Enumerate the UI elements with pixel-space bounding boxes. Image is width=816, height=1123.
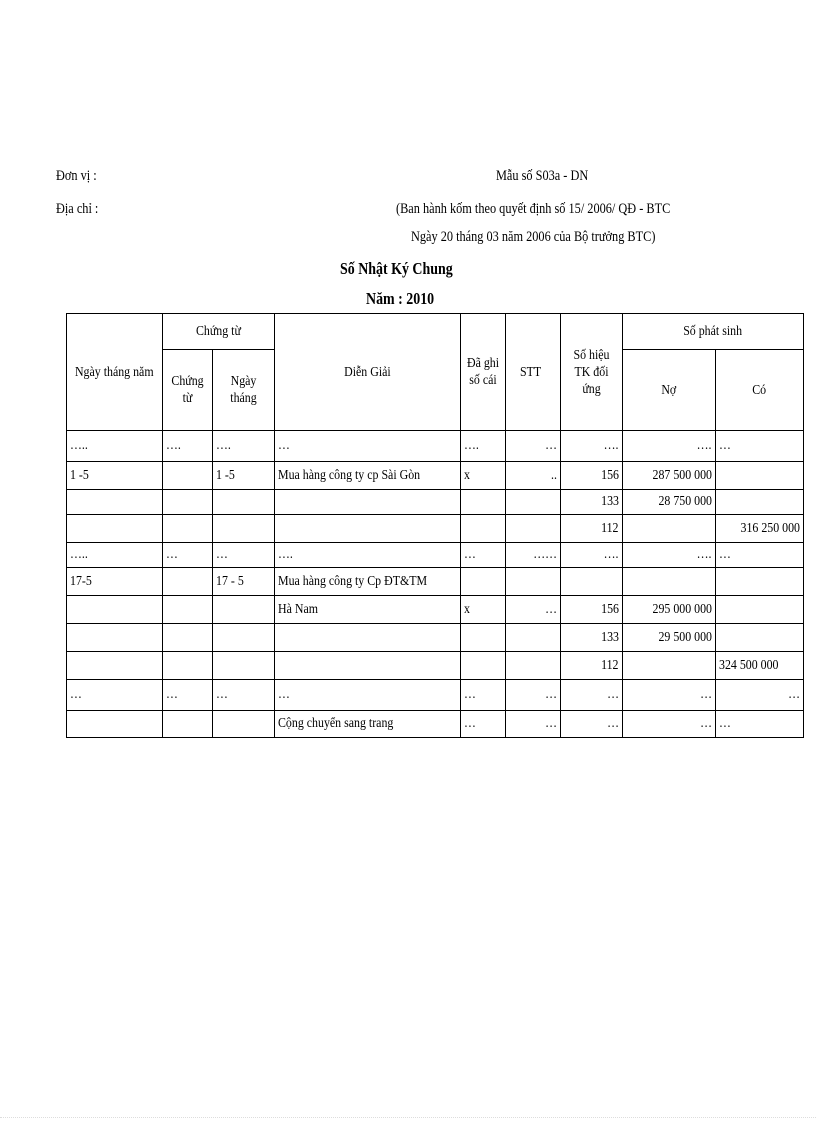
- cell-account: 133: [560, 490, 622, 515]
- cell-debit: [622, 515, 715, 543]
- header-stt: STT: [505, 314, 560, 431]
- cell-voucher-number: [162, 462, 212, 490]
- cell-date: …..: [67, 431, 163, 462]
- cell-date: [67, 652, 163, 680]
- cell-account: 133: [560, 624, 622, 652]
- cell-voucher-date: [212, 711, 274, 738]
- header-description: Diễn Giải: [274, 314, 460, 431]
- cell-debit: 295 000 000: [622, 596, 715, 624]
- header-voucher: Chứng từ: [162, 314, 274, 350]
- cell-description: Mua hàng công ty Cp ĐT&TM: [274, 568, 460, 596]
- table-row: [67, 711, 804, 738]
- cell-voucher-date: [212, 515, 274, 543]
- cell-credit: [715, 462, 803, 490]
- header-voucher-date: Ngày tháng: [212, 350, 274, 431]
- cell-credit: …: [715, 543, 803, 568]
- cell-description: …: [274, 431, 460, 462]
- cell-date: …..: [67, 543, 163, 568]
- table-row: [67, 543, 804, 568]
- cell-date: 1 -5: [67, 462, 163, 490]
- cell-debit: …: [622, 680, 715, 711]
- cell-credit: …: [715, 431, 803, 462]
- cell-stt: [505, 624, 560, 652]
- cell-voucher-number: …: [162, 543, 212, 568]
- form-number: Mẫu số S03a - DN: [496, 168, 589, 184]
- cell-date: [67, 490, 163, 515]
- table-row: [67, 515, 804, 543]
- cell-voucher-date: ….: [212, 431, 274, 462]
- cell-posted: ….: [460, 431, 505, 462]
- cell-posted: [460, 568, 505, 596]
- cell-account: …: [560, 711, 622, 738]
- cell-posted: [460, 490, 505, 515]
- cell-voucher-date: 1 -5: [212, 462, 274, 490]
- cell-voucher-number: [162, 515, 212, 543]
- header-posted: Đã ghi số cái: [460, 314, 505, 431]
- document-title: Số Nhật Ký Chung: [340, 259, 453, 278]
- cell-posted: …: [460, 680, 505, 711]
- cell-date: [67, 515, 163, 543]
- cell-credit: [715, 596, 803, 624]
- cell-voucher-number: …: [162, 680, 212, 711]
- table-row: [67, 624, 804, 652]
- cell-credit: [715, 490, 803, 515]
- table-row: [67, 652, 804, 680]
- cell-debit: ….: [622, 543, 715, 568]
- journal-table: [66, 313, 804, 738]
- cell-description: [274, 490, 460, 515]
- cell-account: 112: [560, 515, 622, 543]
- cell-posted: [460, 624, 505, 652]
- cell-stt: [505, 490, 560, 515]
- cell-credit: [715, 568, 803, 596]
- issuance-note: (Ban hành kốm theo quyết định số 15/ 2006/ QĐ - BTC: [396, 201, 671, 217]
- cell-debit: ….: [622, 431, 715, 462]
- address-label: Địa chỉ :: [56, 201, 99, 217]
- cell-posted: [460, 652, 505, 680]
- cell-voucher-date: [212, 490, 274, 515]
- cell-voucher-number: [162, 596, 212, 624]
- cell-posted: x: [460, 462, 505, 490]
- cell-account: 156: [560, 596, 622, 624]
- cell-voucher-number: [162, 568, 212, 596]
- table-row: [67, 462, 804, 490]
- cell-stt: …: [505, 596, 560, 624]
- cell-posted: x: [460, 596, 505, 624]
- cell-credit: 316 250 000: [715, 515, 803, 543]
- cell-posted: …: [460, 543, 505, 568]
- cell-description: ….: [274, 543, 460, 568]
- page-footer-line: [0, 1117, 816, 1118]
- header-amount: Số phát sinh: [622, 314, 803, 350]
- cell-stt: [505, 515, 560, 543]
- cell-voucher-number: [162, 624, 212, 652]
- cell-voucher-date: [212, 652, 274, 680]
- cell-credit: 324 500 000: [715, 652, 803, 680]
- cell-description: [274, 624, 460, 652]
- cell-date: [67, 624, 163, 652]
- cell-posted: [460, 515, 505, 543]
- cell-debit: 287 500 000: [622, 462, 715, 490]
- cell-account: 156: [560, 462, 622, 490]
- cell-description: Mua hàng công ty cp Sài Gòn: [274, 462, 460, 490]
- cell-stt: …: [505, 711, 560, 738]
- cell-account: 112: [560, 652, 622, 680]
- header-credit: Có: [715, 350, 803, 431]
- cell-description: Hà Nam: [274, 596, 460, 624]
- cell-description: [274, 515, 460, 543]
- cell-stt: ……: [505, 543, 560, 568]
- header-debit: Nợ: [622, 350, 715, 431]
- cell-debit: 29 500 000: [622, 624, 715, 652]
- cell-credit: …: [715, 680, 803, 711]
- cell-date: …: [67, 680, 163, 711]
- cell-voucher-number: ….: [162, 431, 212, 462]
- document-year: Năm : 2010: [366, 289, 435, 308]
- cell-debit: [622, 652, 715, 680]
- cell-voucher-date: [212, 596, 274, 624]
- table-row: [67, 490, 804, 515]
- table-row: [67, 596, 804, 624]
- cell-posted: …: [460, 711, 505, 738]
- cell-stt: [505, 568, 560, 596]
- cell-credit: [715, 624, 803, 652]
- cell-stt: ..: [505, 462, 560, 490]
- cell-debit: 28 750 000: [622, 490, 715, 515]
- cell-debit: …: [622, 711, 715, 738]
- cell-date: [67, 711, 163, 738]
- cell-account: [560, 568, 622, 596]
- cell-description: [274, 652, 460, 680]
- table-row: [67, 680, 804, 711]
- unit-label: Đơn vị :: [56, 168, 97, 184]
- cell-voucher-number: [162, 490, 212, 515]
- cell-account: ….: [560, 543, 622, 568]
- cell-voucher-date: 17 - 5: [212, 568, 274, 596]
- cell-account: …: [560, 680, 622, 711]
- cell-credit: …: [715, 711, 803, 738]
- cell-voucher-date: …: [212, 680, 274, 711]
- cell-description: Cộng chuyển sang trang: [274, 711, 460, 738]
- cell-voucher-date: [212, 624, 274, 652]
- cell-voucher-number: [162, 711, 212, 738]
- cell-account: ….: [560, 431, 622, 462]
- header-account: Số hiệu TK đối ứng: [560, 314, 622, 431]
- table-row: [67, 431, 804, 462]
- cell-voucher-number: [162, 652, 212, 680]
- cell-voucher-date: …: [212, 543, 274, 568]
- header-voucher-number: Chứng từ: [162, 350, 212, 431]
- table-row: [67, 568, 804, 596]
- cell-stt: [505, 652, 560, 680]
- issuance-date: Ngày 20 tháng 03 năm 2006 của Bộ trưởng BTC): [411, 229, 656, 245]
- cell-debit: [622, 568, 715, 596]
- cell-stt: …: [505, 680, 560, 711]
- cell-description: …: [274, 680, 460, 711]
- cell-stt: …: [505, 431, 560, 462]
- cell-date: 17-5: [67, 568, 163, 596]
- header-date: Ngày tháng năm: [67, 314, 163, 431]
- cell-date: [67, 596, 163, 624]
